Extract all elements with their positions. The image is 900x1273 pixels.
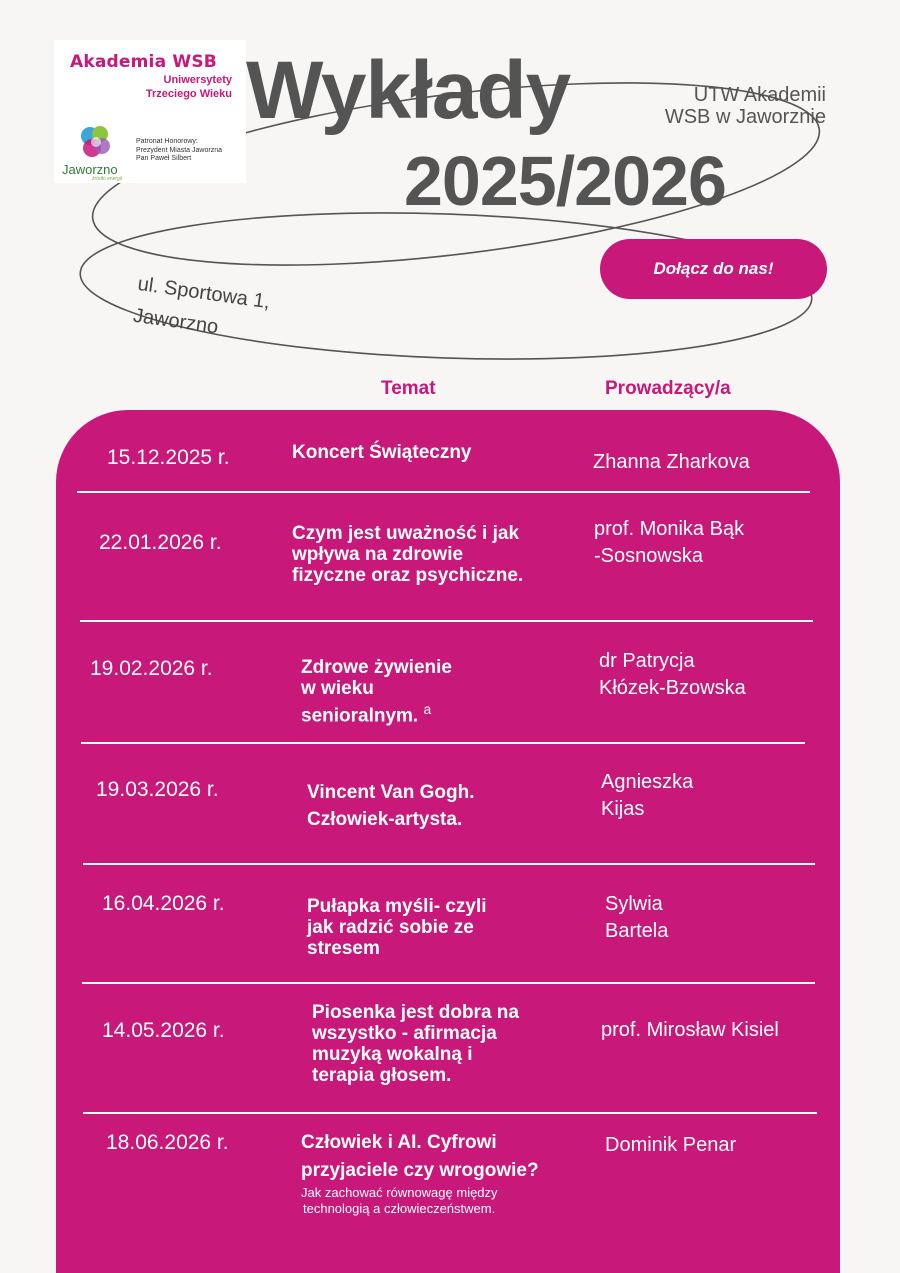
topic-line: terapia głosem. (312, 1065, 452, 1086)
address-line1: ul. Sportowa 1, (136, 272, 272, 314)
row-date: 19.03.2026 r. (96, 778, 219, 801)
row-speaker (601, 769, 693, 823)
topic-subtitle (301, 1185, 539, 1217)
logo-city-tagline: źródło energii (92, 176, 123, 182)
row-topic (312, 1002, 519, 1086)
speaker-line: prof. Mirosław Kisiel (601, 1019, 779, 1041)
row-topic (307, 779, 475, 833)
org-name-line2: WSB w Jaworznie (664, 106, 826, 128)
row-topic (292, 442, 472, 463)
column-header-topic: Temat (381, 378, 436, 399)
topic-line: wpływa na zdrowie (292, 544, 464, 565)
row-speaker (599, 648, 746, 702)
speaker-line: dr Patrycja (599, 650, 695, 672)
row-topic (292, 523, 523, 586)
topic-line: stresem (307, 938, 380, 959)
row-speaker (605, 1132, 736, 1159)
speaker-line: prof. Monika Bąk (594, 518, 745, 540)
topic-line: Czym jest uważność i jak (292, 523, 520, 544)
row-topic (301, 657, 452, 726)
topic-line: przyjaciele czy wrogowie? (301, 1160, 539, 1181)
academic-year: 2025/2026 (404, 142, 726, 220)
row-date: 16.04.2026 r. (102, 892, 225, 915)
topic-line: Człowiek i AI. Cyfrowi (301, 1132, 497, 1153)
row-speaker (594, 516, 744, 570)
speaker-line: Kijas (601, 798, 645, 820)
speaker-line: Zhanna Zharkova (593, 451, 750, 473)
patronat-line: Prezydent Miasta Jaworzna (136, 146, 222, 154)
topic-line-text: senioralnym. (301, 705, 419, 727)
speaker-line: Bartela (605, 920, 669, 942)
row-date: 22.01.2026 r. (99, 531, 222, 554)
row-divider (77, 491, 810, 493)
speaker-line: Dominik Penar (605, 1134, 737, 1156)
patronat-line: Pan Paweł Silbert (136, 155, 192, 162)
row-divider (83, 1112, 817, 1114)
logo-sub-line2: Trzeciego Wieku (145, 88, 232, 100)
speaker-line: Agnieszka (601, 771, 694, 793)
row-date: 15.12.2025 r. (107, 446, 230, 469)
row-topic (307, 896, 487, 959)
logo-brand: Akademia WSB (70, 52, 217, 72)
org-name-line1: UTW Akademii (693, 84, 826, 106)
row-date: 18.06.2026 r. (106, 1131, 229, 1154)
jaworzno-emblem-icon (78, 124, 114, 162)
topic-line: Vincent Van Gogh. (307, 782, 475, 803)
row-divider (81, 742, 805, 744)
topic-subtitle-line: technologią a człowieczeństwem. (303, 1201, 496, 1216)
row-date: 14.05.2026 r. (102, 1019, 225, 1042)
topic-line: Zdrowe żywienie (301, 657, 452, 678)
topic-line: w wieku (301, 678, 374, 699)
topic-line: jak radzić sobie ze (307, 917, 474, 938)
address-line2: Jaworzno (131, 304, 220, 339)
patronat-line: Patronat Honorowy: (136, 138, 198, 145)
topic-line: Piosenka jest dobra na (312, 1002, 519, 1023)
row-topic (301, 1129, 539, 1217)
join-us-button[interactable]: Dołącz do nas! (600, 239, 827, 299)
row-speaker (593, 449, 750, 476)
topic-note: a (423, 701, 432, 717)
row-divider (80, 620, 813, 622)
topic-line (301, 699, 452, 726)
topic-line: wszystko - afirmacja (312, 1023, 497, 1044)
row-divider (83, 863, 815, 865)
row-divider (82, 982, 815, 984)
row-date: 19.02.2026 r. (90, 657, 213, 680)
row-speaker (605, 891, 668, 945)
logo-city: Jaworzno (62, 162, 118, 177)
logo-sub-line1: Uniwersytety (163, 74, 232, 86)
topic-line: Koncert Świąteczny (292, 442, 472, 463)
topic-line: Człowiek-artysta. (307, 809, 463, 830)
logo-box (54, 40, 246, 183)
speaker-line: Sylwia (605, 893, 663, 915)
patronat-text (136, 138, 222, 164)
speaker-line: Kłózek-Bzowska (599, 677, 746, 699)
speaker-line: -Sosnowska (594, 545, 703, 567)
topic-subtitle-line: Jak zachować równowagę między (301, 1185, 498, 1200)
topic-line: muzyką wokalną i (312, 1044, 473, 1065)
topic-line: Pułapka myśli- czyli (307, 896, 487, 917)
column-header-speaker: Prowadzący/a (605, 378, 731, 399)
row-speaker (601, 1017, 779, 1044)
page-title: Wykłady (246, 45, 571, 136)
topic-line: fizyczne oraz psychiczne. (292, 565, 524, 586)
